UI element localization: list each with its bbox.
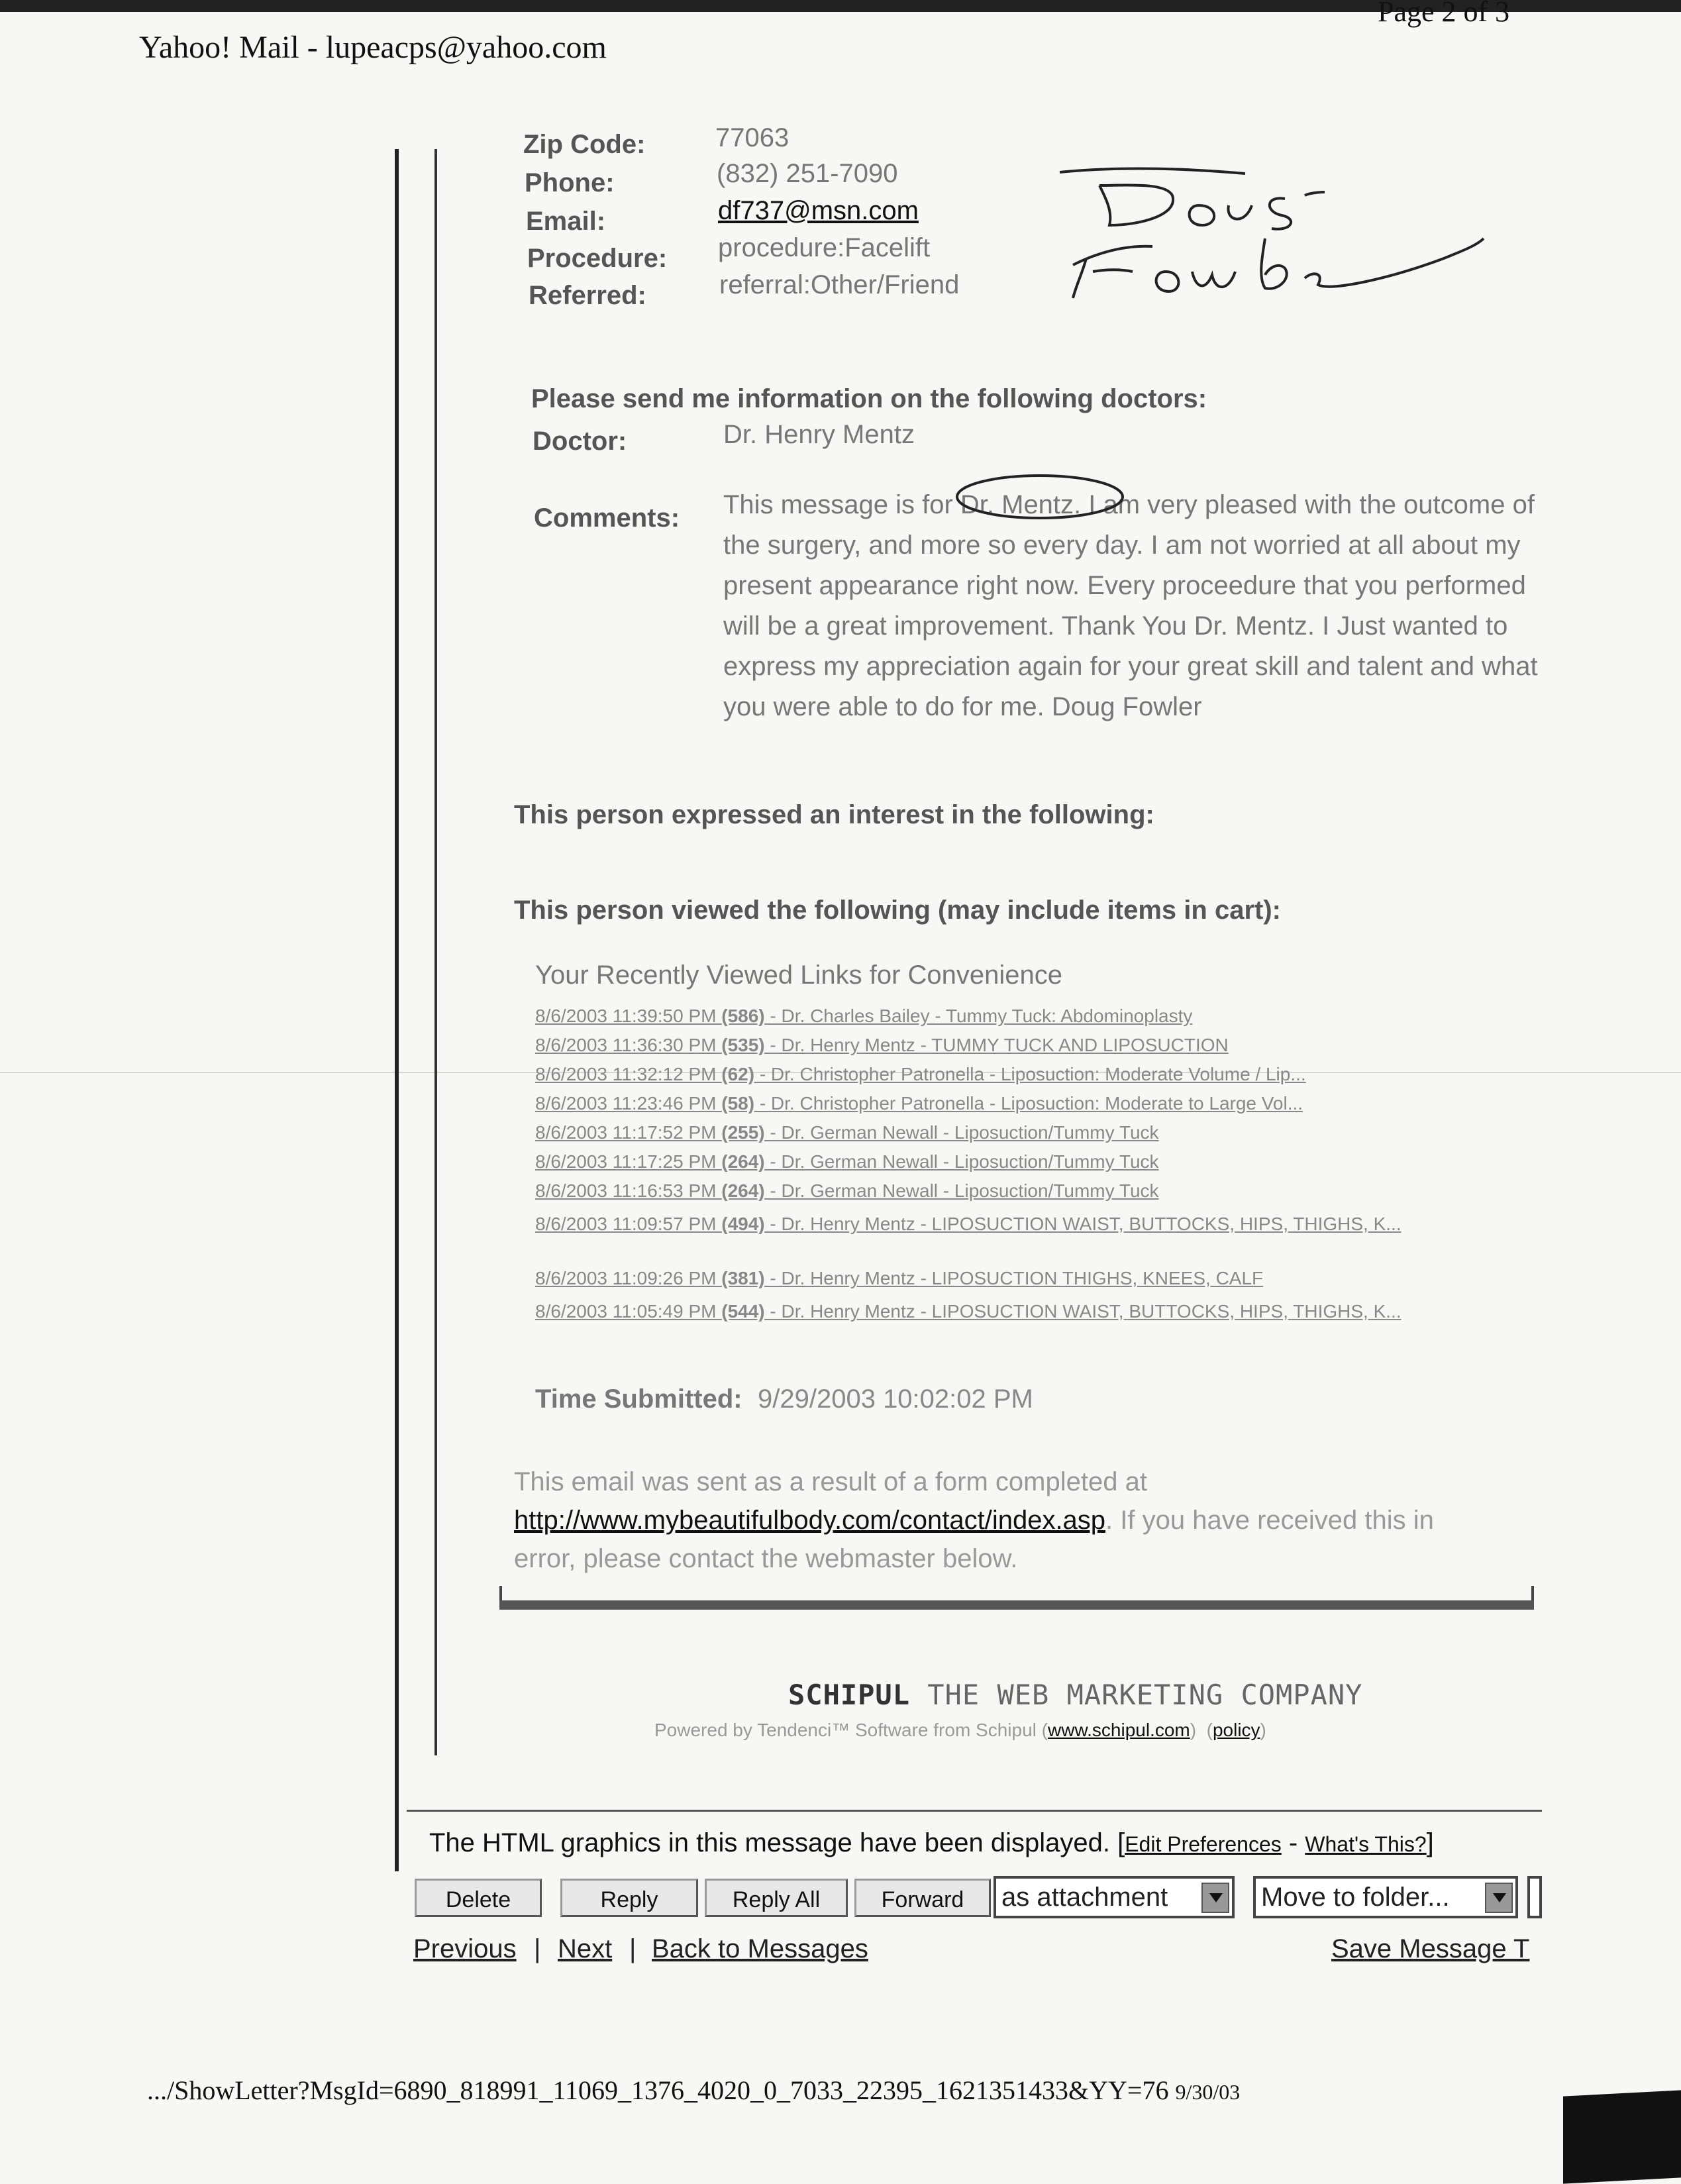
whats-this-link[interactable]: What's This? <box>1305 1832 1427 1856</box>
referred-value: referral:Other/Friend <box>719 270 960 299</box>
footer-url: .../ShowLetter?MsgId=6890_818991_11069_1376_4020_0_7033_22395_1621351433&YY=76 9/30/03 <box>147 2075 1241 2105</box>
move-button-partial[interactable] <box>1527 1876 1542 1918</box>
edit-preferences-link[interactable]: Edit Preferences <box>1125 1832 1282 1856</box>
toolbar-divider <box>407 1810 1542 1812</box>
time-submitted-value: 9/29/2003 10:02:02 PM <box>758 1384 1033 1414</box>
nav-separator: | <box>629 1934 637 1963</box>
scanner-edge-shadow <box>1563 2090 1681 2183</box>
save-message-link[interactable]: Save Message T <box>1331 1934 1530 1963</box>
zip-value: 77063 <box>715 123 790 152</box>
recent-link-9[interactable]: 8/6/2003 11:09:26 PM (381) - Dr. Henry Mentz - LIPOSUCTION THIGHS, KNEES, CALF <box>535 1268 1264 1288</box>
comments-label: Comments: <box>534 503 680 533</box>
phone-value: (832) 251-7090 <box>717 159 898 188</box>
policy-link[interactable]: policy <box>1212 1720 1260 1740</box>
phone-label: Phone: <box>525 168 615 197</box>
recent-link-7[interactable]: 8/6/2003 11:16:53 PM (264) - Dr. German Newall - Liposuction/Tummy Tuck <box>535 1180 1159 1201</box>
recent-link-10[interactable]: 8/6/2003 11:05:49 PM (544) - Dr. Henry Mentz - LIPOSUCTION WAIST, BUTTOCKS, HIPS, THIGHS, K... <box>535 1301 1401 1322</box>
viewed-heading: This person viewed the following (may include items in cart): <box>514 896 1281 925</box>
page-number: Page 2 of 3 <box>1378 0 1510 28</box>
procedure-label: Procedure: <box>527 244 668 273</box>
recent-link-5[interactable]: 8/6/2003 11:17:52 PM (255) - Dr. German Newall - Liposuction/Tummy Tuck <box>535 1122 1159 1143</box>
section-divider <box>499 1600 1534 1610</box>
attach-mode-select[interactable]: as attachment <box>993 1876 1235 1918</box>
recent-link-1[interactable]: 8/6/2003 11:39:50 PM (586) - Dr. Charles Bailey - Tummy Tuck: Abdominoplasty <box>535 1006 1193 1026</box>
move-to-folder-select[interactable]: Move to folder... <box>1253 1876 1518 1918</box>
message-border <box>434 149 437 1755</box>
recent-link-4[interactable]: 8/6/2003 11:23:46 PM (58) - Dr. Christopher Patronella - Liposuction: Moderate to Large Vol... <box>535 1093 1303 1114</box>
procedure-value: procedure:Facelift <box>718 233 931 262</box>
interest-heading: This person expressed an interest in the following: <box>514 800 1154 829</box>
doctor-value: Dr. Henry Mentz <box>723 420 915 449</box>
form-footnote: This email was sent as a result of a form completed at http://www.mybeautifulbody.com/contact/index.asp. If you have received this in error, please contact the webmaster below. <box>514 1467 1434 1573</box>
html-graphics-note: The HTML graphics in this message have been displayed. [Edit Preferences - What's This?] <box>429 1828 1434 1857</box>
previous-link[interactable]: Previous <box>413 1934 517 1963</box>
forward-button[interactable]: Forward <box>854 1879 991 1917</box>
page-title: Yahoo! Mail - lupeacps@yahoo.com <box>139 30 607 65</box>
reply-button[interactable]: Reply <box>560 1879 698 1917</box>
hand-drawn-circle <box>954 470 1126 523</box>
frame-border <box>395 149 399 1871</box>
back-to-messages-link[interactable]: Back to Messages <box>652 1934 868 1963</box>
email-label: Email: <box>526 207 606 236</box>
zip-label: Zip Code: <box>523 130 646 159</box>
chevron-down-icon[interactable] <box>1201 1883 1229 1913</box>
doctors-heading: Please send me information on the following doctors: <box>531 384 1207 413</box>
time-submitted-label: Time Submitted: <box>535 1384 742 1414</box>
recent-link-3[interactable]: 8/6/2003 11:32:12 PM (62) - Dr. Christopher Patronella - Liposuction: Moderate Volume / Lip... <box>535 1064 1306 1084</box>
recent-link-2[interactable]: 8/6/2003 11:36:30 PM (535) - Dr. Henry Mentz - TUMMY TUCK AND LIPOSUCTION <box>535 1035 1229 1055</box>
reply-all-button[interactable]: Reply All <box>705 1879 848 1917</box>
chevron-down-icon[interactable] <box>1485 1883 1513 1913</box>
next-link[interactable]: Next <box>558 1934 613 1963</box>
doctor-label: Doctor: <box>533 427 627 456</box>
recent-link-6[interactable]: 8/6/2003 11:17:25 PM (264) - Dr. German Newall - Liposuction/Tummy Tuck <box>535 1151 1159 1172</box>
email-link[interactable]: df737@msn.com <box>718 196 919 225</box>
handwritten-signature <box>1046 159 1510 318</box>
recent-links-heading: Your Recently Viewed Links for Convenience <box>535 961 1063 990</box>
comments-text: This message is for Dr. Mentz. I am very pleased with the outcome of the surgery, and more so every day. I am not worried at all about my present appearance right now. Every proceedure that you performed will be a great improvement. Thank You Dr. Mentz. I Just wanted to express my appreciation again for your great skill and talent and what you were able to do for me. Doug Fowler <box>723 490 1538 721</box>
nav-separator: | <box>534 1934 541 1963</box>
referred-label: Referred: <box>529 281 646 310</box>
recent-link-8[interactable]: 8/6/2003 11:09:57 PM (494) - Dr. Henry Mentz - LIPOSUCTION WAIST, BUTTOCKS, HIPS, THIGHS, K... <box>535 1214 1401 1234</box>
form-url-link[interactable]: http://www.mybeautifulbody.com/contact/index.asp <box>514 1506 1106 1535</box>
delete-button[interactable]: Delete <box>415 1879 542 1917</box>
powered-by: Powered by Tendenci™ Software from Schipul (www.schipul.com) (policy) <box>654 1720 1266 1740</box>
schipul-logo: SCHIPUL THE WEB MARKETING COMPANY <box>788 1679 1363 1711</box>
schipul-site-link[interactable]: www.schipul.com <box>1048 1720 1190 1740</box>
